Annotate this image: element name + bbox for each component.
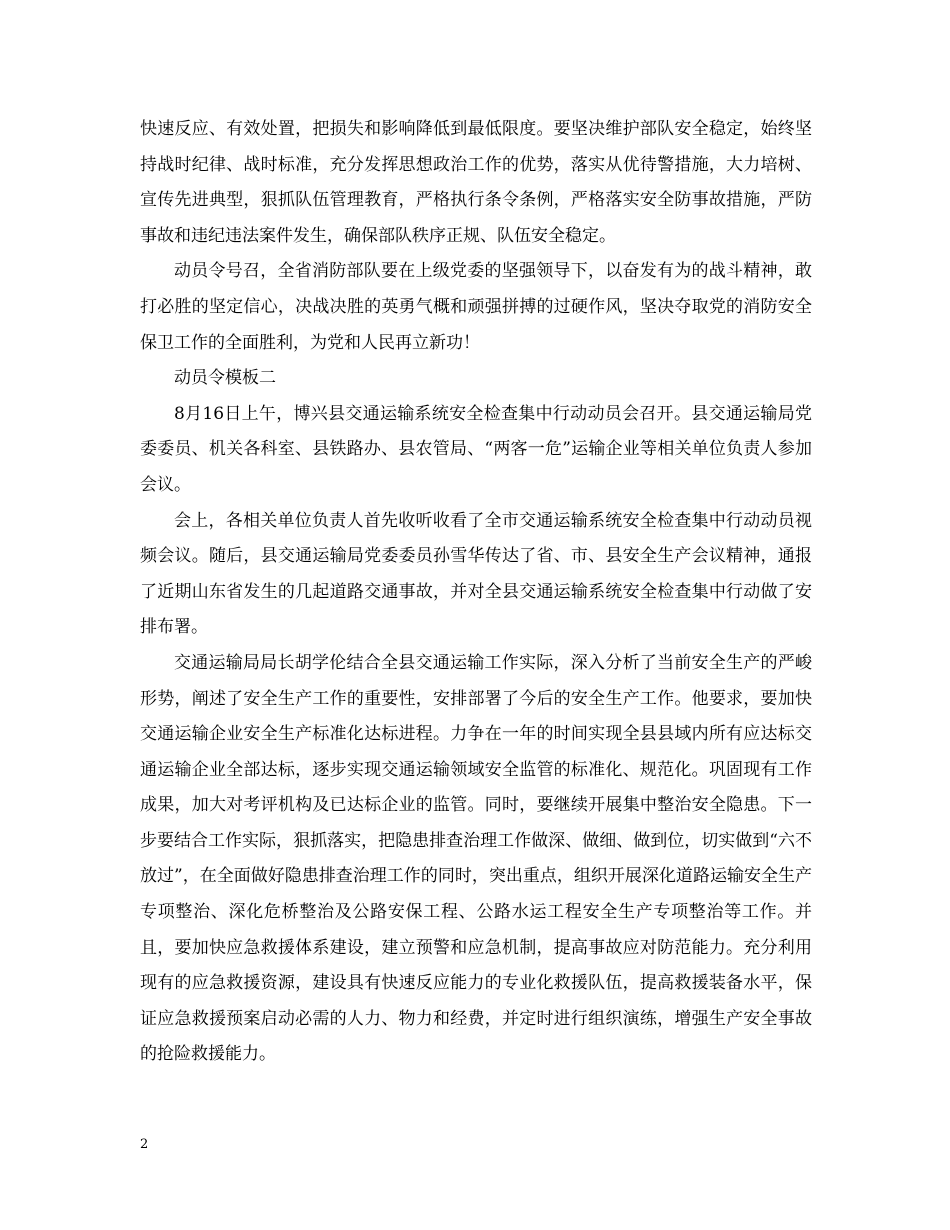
section-heading: 动员令模板二 bbox=[174, 368, 276, 389]
paragraph-meeting-content: 会上，各相关单位负责人首先收听收看了全市交通运输系统安全检查集中行动动员视频会议。随后，县交通运输局党委委员孙雪华传达了省、市、县安全生产会议精神，通报了近期山东省发生的几起道路交通事故，并对全县交通运输系统安全检查集中行动做了安排布署。 bbox=[140, 510, 812, 638]
page-number: 2 bbox=[140, 1137, 149, 1152]
paragraph-meeting-intro: 8月16日上午，博兴县交通运输系统安全检查集中行动动员会召开。县交通运输局党委委员、机关各科室、县铁路办、县农管局、“两客一危”运输企业等相关单位负责人参加会议。 bbox=[140, 403, 812, 495]
paragraph-continuation: 快速反应、有效处置，把损失和影响降低到最低限度。要坚决维护部队安全稳定，始终坚持战时纪律、战时标准，充分发挥思想政治工作的优势，落实从优待警措施，大力培树、宣传先进典型，狠抓队伍管理教育，严格执行条令条例，严格落实安全防事故措施，严防事故和违纪违法案件发生，确保部队秩序正规、队伍安全稳定。 bbox=[140, 119, 812, 246]
paragraph-director-speech: 交通运输局局长胡学伦结合全县交通运输工作实际，深入分析了当前安全生产的严峻形势，阐述了安全生产工作的重要性，安排部署了今后的安全生产工作。他要求，要加快交通运输企业安全生产标准化达标进程。力争在一年的时间实现全县县域内所有应达标交通运输企业全部达标，逐步实现交通运输领域安全监管的标准化、规范化。巩固现有工作成果，加大对考评机构及已达标企业的监管。同时，要继续开展集中整治安全隐患。下一步要结合工作实际，狠抓落实，把隐患排查治理工作做深、做细、做到位，切实做到“六不放过”，在全面做好隐患排查治理工作的同时，突出重点，组织开展深化道路运输安全生产专项整治、深化危桥整治及公路安保工程、公路水运工程安全生产专项整治等工作。并且，要加快应急救援体系建设，建立预警和应急机制，提高事故应对防范能力。充分利用现有的应急救援资源，建设具有快速反应能力的专业化救援队伍，提高救援装备水平，保证应急救援预案启动必需的人力、物力和经费，并定时进行组织演练，增强生产安全事故的抢险救援能力。 bbox=[140, 652, 812, 1065]
body-text bbox=[140, 112, 812, 1073]
paragraph-mobilization-call: 动员令号召，全省消防部队要在上级党委的坚强领导下，以奋发有为的战斗精神，敢打必胜的坚定信心，决战决胜的英勇气概和顽强拼搏的过硬作风，坚决夺取党的消防安全保卫工作的全面胜利，为党和人民再立新功！ bbox=[140, 261, 812, 353]
